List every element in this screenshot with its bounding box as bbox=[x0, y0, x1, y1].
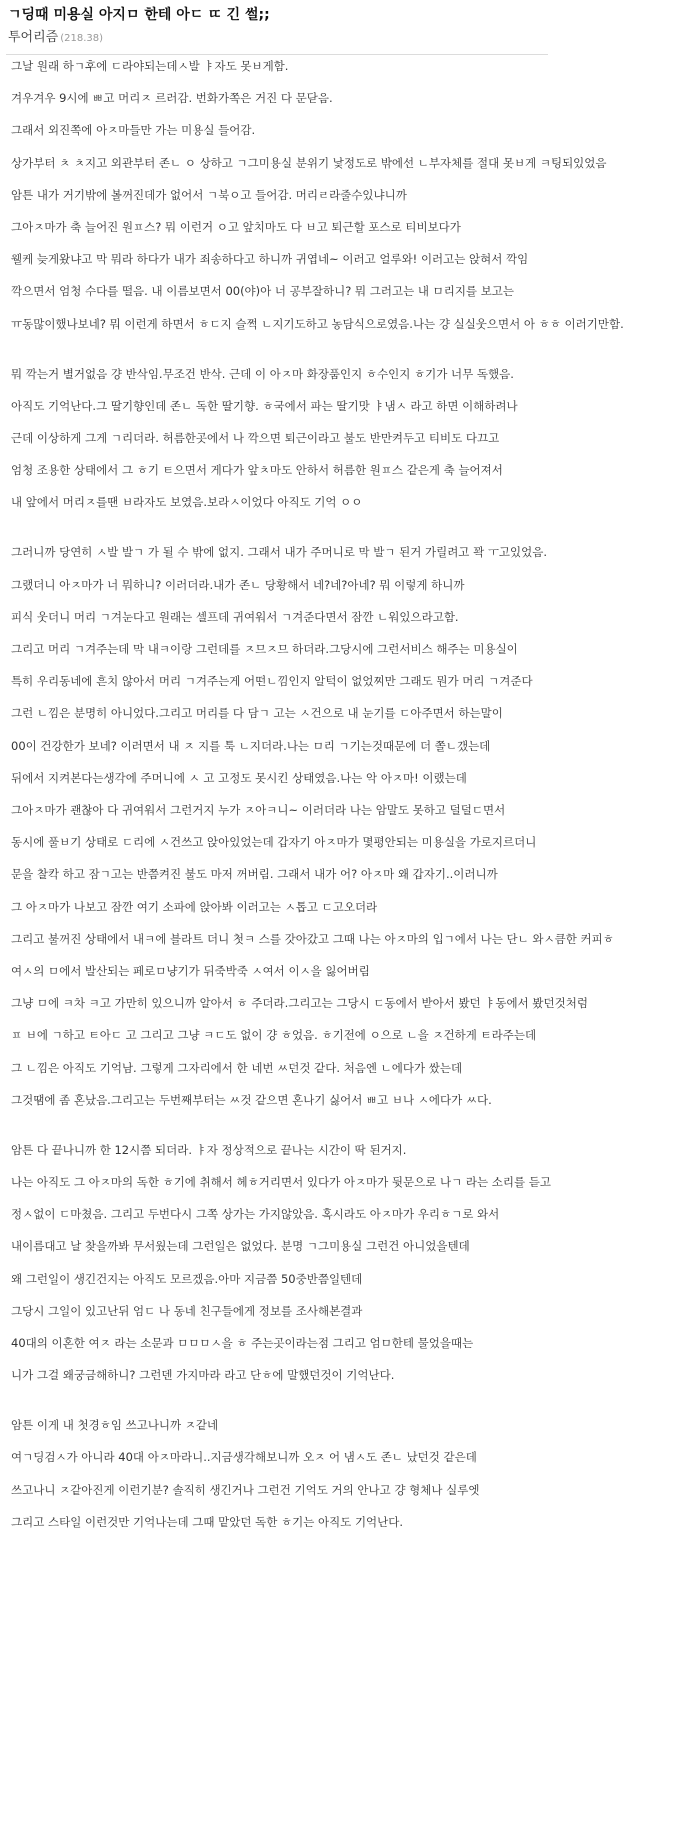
body-line: 00이 건강한가 보네? 이러면서 내 ㅈ 지를 툭 ㄴ지더라.나는 ㅁ리 ㄱ기는것때문에 더 쫄ㄴ갰는데 bbox=[11, 739, 491, 753]
body-line: 깍으면서 엄청 수다를 떨음. 내 이름보면서 00(야)아 너 공부잘하니? 뭐 그러고는 내 ㅁ리지를 보고는 bbox=[11, 284, 515, 298]
post-header bbox=[0, 0, 700, 48]
body-line: 웰케 늦게왔냐고 막 뭐라 하다가 내가 죄송하다고 하니까 귀엽네~ 이러고 얼루와! 이러고는 앉혀서 깍임 bbox=[11, 252, 529, 266]
author-name[interactable]: 투어리즘 bbox=[8, 30, 59, 45]
body-line: 그아ㅈ마가 괜찮아 다 귀여워서 그런거지 누가 ㅈ아ㅋ니~ 이러더라 나는 암말도 못하고 덜덜ㄷ면서 bbox=[11, 803, 506, 817]
body-line: 그아ㅈ마가 축 늘어진 원ㅍ스? 뭐 이런거 ㅇ고 앞치마도 다 ㅂ고 퇴근할 포스로 티비보다가 bbox=[11, 220, 461, 234]
body-line: 쓰고나니 ㅈ같아진게 이런기분? 솔직히 생긴거나 그런건 기억도 거의 안나고 걍 형체나 실루엣 bbox=[11, 1483, 480, 1497]
body-line: 뒤에서 지켜본다는생각에 주머니에 ㅅ 고 고정도 못시킨 상태였음.나는 악 아ㅈ마! 이랬는데 bbox=[11, 771, 467, 785]
body-line: 그런 ㄴ낌은 분명히 아니었다.그리고 머리를 다 담ㄱ 고는 ㅅ건으로 내 눈기를 ㄷ아주면서 하는말이 bbox=[11, 706, 503, 720]
body-line: 엄청 조용한 상태에서 그 ㅎ기 ㅌ으면서 게다가 앞ㅊ마도 안하서 허름한 원ㅍ스 같은게 축 늘어져서 bbox=[11, 463, 503, 477]
body-line: 그것땜에 좀 혼났음.그리고는 두번째부터는 ㅆ것 같으면 혼나기 싫어서 ㅃ고 ㅂ나 ㅅ에다가 ㅆ다. bbox=[11, 1093, 492, 1107]
header-divider bbox=[6, 54, 548, 55]
body-line: 그랬더니 아ㅈ마가 너 뭐하니? 이러더라.내가 존ㄴ 당황해서 네?네?아네? 뭐 이렇게 하니까 bbox=[11, 578, 465, 592]
body-line: 근데 이상하게 그게 ㄱ리더라. 허름한곳에서 나 깍으면 퇴근이라고 불도 반만켜두고 티비도 다끄고 bbox=[11, 431, 500, 445]
body-line: 내이름대고 날 찾을까봐 무서웠는데 그런일은 없었다. 분명 ㄱ그미용실 그런건 아니었을텐데 bbox=[11, 1239, 470, 1253]
body-line: 나는 아직도 그 아ㅈ마의 독한 ㅎ기에 취해서 헤ㅎ거리면서 있다가 아ㅈ마가 뒷문으로 나ㄱ 라는 소리를 듣고 bbox=[11, 1175, 551, 1189]
body-line: 그당시 그일이 있고난뒤 엄ㄷ 나 동네 친구들에게 정보를 조사해본결과 bbox=[11, 1304, 363, 1318]
body-line: 그러니까 당연히 ㅅ발 발ㄱ 가 될 수 밖에 없지. 그래서 내가 주머니로 막 발ㄱ 된거 가릴려고 꽉 ㅜ고있었음. bbox=[11, 545, 548, 559]
body-line: 그리고 스타일 이런것만 기억나는데 그때 맡았던 독한 ㅎ기는 아직도 기억난다. bbox=[11, 1515, 404, 1529]
body-line: 니가 그걸 왜궁금해하니? 그런덴 가지마라 라고 단ㅎ에 말했던것이 기억난다. bbox=[11, 1368, 395, 1382]
body-line: 겨우겨우 9시에 ㅃ고 머리ㅈ 르러감. 번화가쪽은 거진 다 문닫음. bbox=[11, 91, 333, 105]
body-line: 암튼 이게 내 첫경ㅎ임 쓰고나니까 ㅈ같네 bbox=[11, 1418, 219, 1432]
body-line: 특히 우리동네에 흔치 않아서 머리 ㄱ겨주는게 어떤ㄴ낌인지 알턱이 없었찌만 그래도 뭔가 머리 ㄱ겨준다 bbox=[11, 674, 533, 688]
author-line bbox=[8, 26, 103, 45]
body-line: 그리고 불꺼진 상태에서 내ㅋ에 블라트 더니 첫ㅋ 스를 갓아갔고 그때 나는 아ㅈ마의 입ㄱ에서 나는 단ㄴ 와ㅅ큼한 커피ㅎ bbox=[11, 932, 614, 946]
body-line: 그리고 머리 ㄱ겨주는데 막 내ㅋ이랑 그런데를 ㅈ므ㅈ므 하더라.그당시에 그런서비스 해주는 미용실이 bbox=[11, 642, 518, 656]
body-line: 뭐 깍는거 별거없음 걍 반삭임.무조건 반삭. 근데 이 아ㅈ마 화장품인지 ㅎ수인지 ㅎ기가 너무 독했음. bbox=[11, 367, 514, 381]
body-line: 내 앞에서 머리ㅈ를땐 ㅂ라자도 보였음.보라ㅅ이었다 아직도 기억 ㅇㅇ bbox=[11, 495, 363, 509]
body-line: 상가부터 ㅊ ㅊ지고 외관부터 존ㄴ ㅇ 상하고 ㄱ그미용실 분위기 낯정도로 밖에선 ㄴ부자체를 절대 못ㅂ게 ㅋ팅되있었음 bbox=[11, 156, 607, 170]
body-line: 그래서 외진쪽에 아ㅈ마들만 가는 미용실 들어감. bbox=[11, 123, 256, 137]
body-line: 암튼 내가 거기밖에 볼꺼진데가 없어서 ㄱ북ㅇ고 들어감. 머리ㄹ라줄수있냐니까 bbox=[11, 188, 407, 202]
body-line: 암튼 다 끝나니까 한 12시쯤 되더라. ㅑ자 정상적으로 끝나는 시간이 딱 된거지. bbox=[11, 1143, 407, 1157]
body-line: 여ㅅ의 ㅁ에서 발산되는 페로ㅁ냥기가 뒤죽박죽 ㅅ여서 이ㅅ을 잃어버림 bbox=[11, 964, 370, 978]
body-line: ㅠ동많이했나보네? 뭐 이런게 하면서 ㅎㄷ지 슬쩍 ㄴ지기도하고 농담식으로였음.나는 걍 실실웃으면서 아 ㅎㅎ 이러기만함. bbox=[11, 317, 624, 331]
body-line: 동시에 풀ㅂ기 상태로 ㄷ리에 ㅅ건쓰고 앉아있었는데 갑자기 아ㅈ마가 몇평안되는 미용실을 가로지르더니 bbox=[11, 835, 537, 849]
body-line: 40대의 이혼한 여ㅈ 라는 소문과 ㅁㅁㅁㅅ을 ㅎ 주는곳이라는점 그리고 엄ㅁ한테 물었을때는 bbox=[11, 1336, 474, 1350]
body-line: 여ㄱ딩검ㅅ가 아니라 40대 아ㅈ마라니..지금생각해보니까 오ㅈ 어 냄ㅅ도 존ㄴ 났던것 같은데 bbox=[11, 1450, 477, 1464]
post-title: ㄱ딩때 미용실 아지ㅁ 한테 아ㄷ ㄸ 긴 썰;; bbox=[8, 7, 270, 23]
body-line: 문을 찰칵 하고 잠ㄱ고는 반쯤켜진 불도 마저 꺼버림. 그래서 내가 어? 아ㅈ마 왜 갑자기..이러니까 bbox=[11, 867, 498, 881]
body-line: 정ㅅ없이 ㄷ마쳤음. 그리고 두번다시 그쪽 상가는 가지않았음. 혹시라도 아ㅈ마가 우리ㅎㄱ로 와서 bbox=[11, 1207, 500, 1221]
body-line: 그날 원래 하ㄱ후에 ㄷ라야되는데ㅅ발 ㅑ자도 못ㅂ게함. bbox=[11, 59, 289, 73]
body-line: 그 아ㅈ마가 나보고 잠깐 여기 소파에 앉아봐 이러고는 ㅅ톱고 ㄷ고오더라 bbox=[11, 900, 378, 914]
body-line: 그냥 ㅁ에 ㅋ차 ㅋ고 가만히 있으니까 알아서 ㅎ 주더라.그리고는 그당시 ㄷ동에서 받아서 봤던 ㅑ동에서 봤던것처럼 bbox=[11, 996, 588, 1010]
author-ip: (218.38) bbox=[60, 33, 104, 44]
body-line: ㅍ ㅂ에 ㄱ하고 ㅌ아ㄷ 고 그리고 그냥 ㅋㄷ도 없이 걍 ㅎ었음. ㅎ기전에 ㅇ으로 ㄴ을 ㅈ건하게 ㅌ라주는데 bbox=[11, 1028, 537, 1042]
body-line: 왜 그런일이 생긴건지는 아직도 모르겠음.아마 지금쯤 50중반쯤일텐데 bbox=[11, 1272, 363, 1286]
body-line: 아직도 기억난다.그 딸기향인데 존ㄴ 독한 딸기향. ㅎ국에서 파는 딸기맛 ㅑ냄ㅅ 라고 하면 이해하려나 bbox=[11, 399, 518, 413]
body-line: 그 ㄴ낌은 아직도 기억남. 그렇게 그자리에서 한 네번 ㅆ던것 같다. 처음엔 ㄴ에다가 쌌는데 bbox=[11, 1061, 463, 1075]
body-line: 피식 웃더니 머리 ㄱ겨눈다고 원래는 셀프데 귀여워서 ㄱ겨준다면서 잠깐 ㄴ워있으라고함. bbox=[11, 610, 459, 624]
